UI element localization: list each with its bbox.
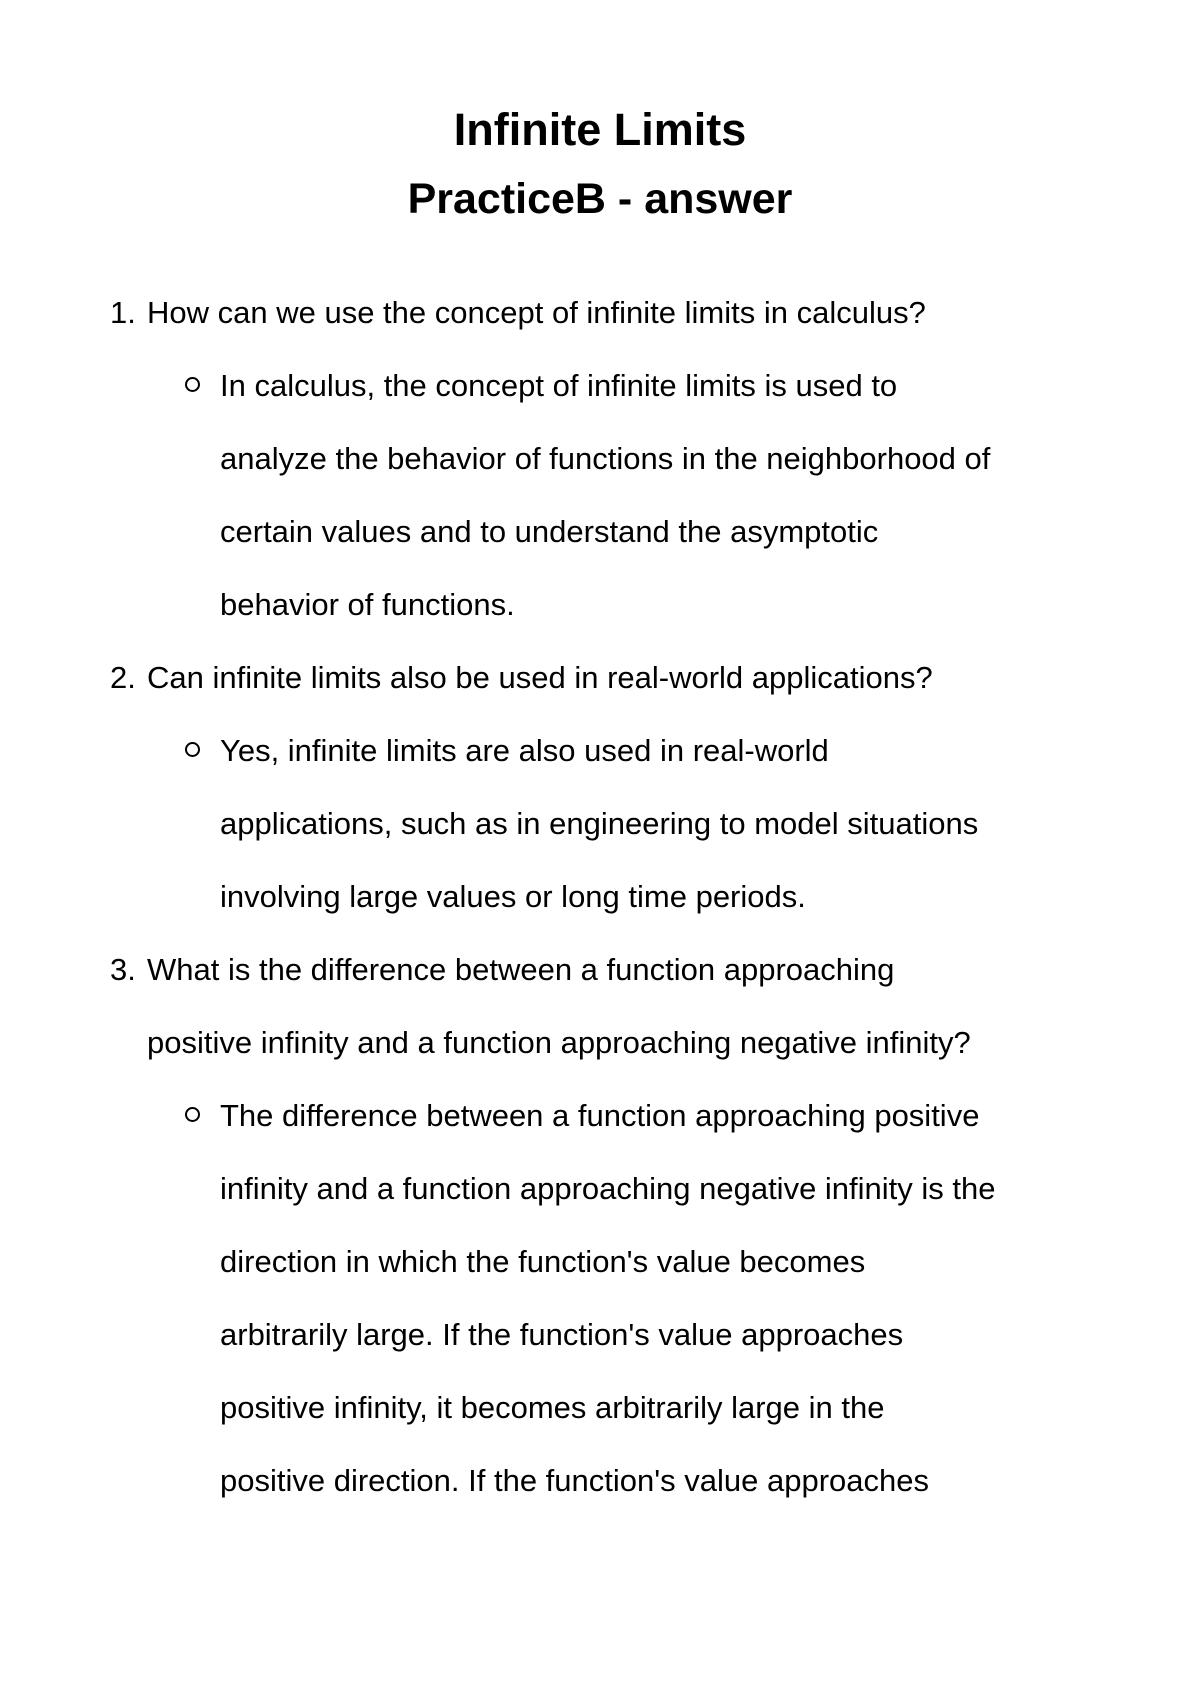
question-item: [0, 641, 1200, 933]
question-list: [0, 276, 1200, 1517]
question-number: 1.: [110, 295, 136, 330]
question-number: 2.: [110, 660, 136, 695]
answer-line: positive infinity, it becomes arbitrarily large in the: [220, 1390, 885, 1425]
answer-line: analyze the behavior of functions in the neighborhood of: [220, 441, 991, 476]
answer-line: applications, such as in engineering to model situations: [220, 806, 979, 841]
answer-line: infinity and a function approaching negative infinity is the: [220, 1171, 996, 1206]
answer-line: certain values and to understand the asymptotic: [220, 514, 879, 549]
answer-item: [220, 349, 1200, 641]
answer-line: The difference between a function approaching positive: [220, 1098, 980, 1133]
answer-line: direction in which the function's value becomes: [220, 1244, 866, 1279]
answer-line: positive direction. If the function's value approaches: [220, 1463, 930, 1498]
page-title: Infinite Limits: [453, 104, 747, 155]
answer-item: [220, 714, 1200, 933]
circle-bullet-icon: [185, 377, 200, 392]
answer-line: Yes, infinite limits are also used in real-world: [220, 733, 829, 768]
answer-line: involving large values or long time periods.: [220, 879, 806, 914]
question-text: [147, 933, 1200, 1079]
page-subtitle: PracticeB - answer: [407, 175, 793, 223]
answer-line: arbitrarily large. If the function's value approaches: [220, 1317, 904, 1352]
answer-line: In calculus, the concept of infinite limits is used to: [220, 368, 898, 403]
question-line: How can we use the concept of infinite limits in calculus?: [147, 295, 926, 330]
question-line: What is the difference between a function approaching: [147, 952, 895, 987]
answer-item: [220, 1079, 1200, 1517]
circle-bullet-icon: [185, 1107, 200, 1122]
question-line: positive infinity and a function approaching negative infinity?: [147, 1025, 971, 1060]
question-item: [0, 933, 1200, 1517]
question-line: Can infinite limits also be used in real-world applications?: [147, 660, 933, 695]
circle-bullet-icon: [185, 742, 200, 757]
answer-line: behavior of functions.: [220, 587, 515, 622]
question-number: 3.: [110, 952, 136, 987]
question-item: [0, 276, 1200, 641]
question-text: [147, 641, 1200, 714]
question-text: [147, 276, 1200, 349]
